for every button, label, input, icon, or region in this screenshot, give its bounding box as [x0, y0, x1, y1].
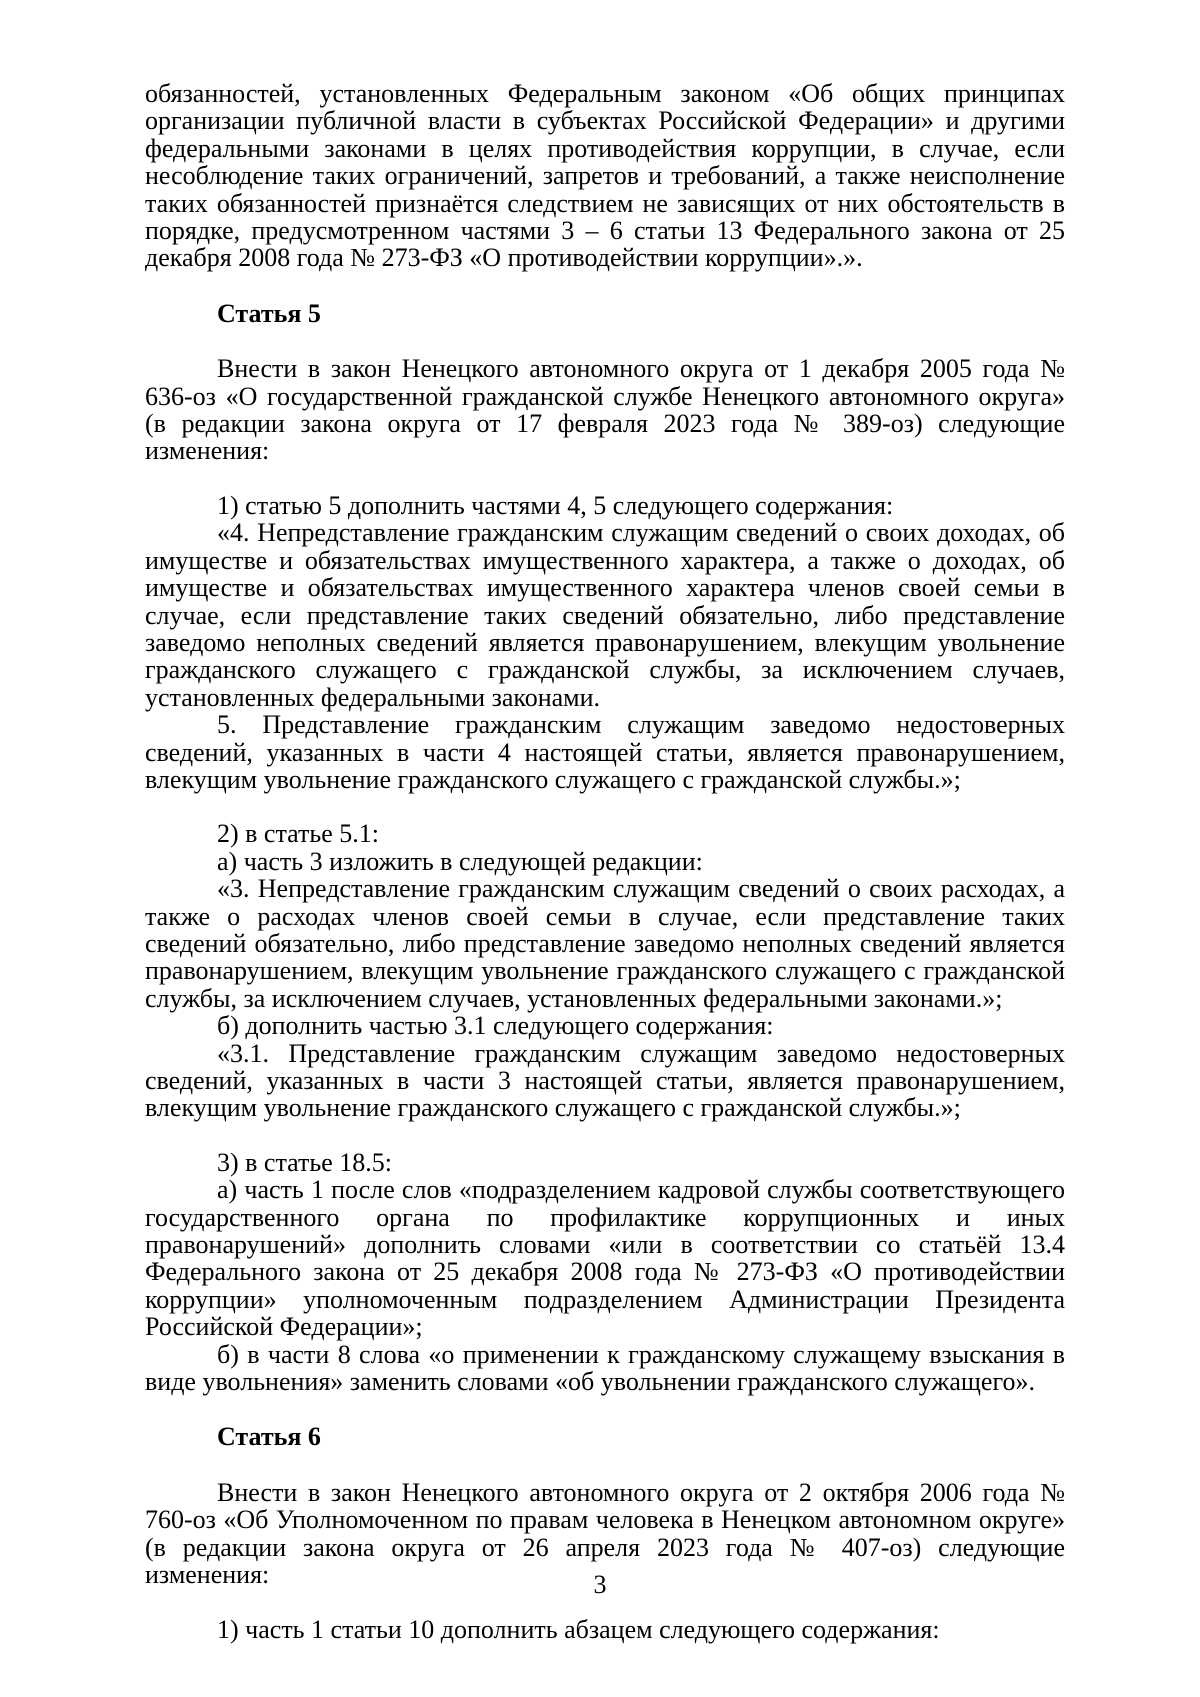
article-5-item-1-part-4: «4. Непредставление гражданским служащим сведений о своих доходах, об имуществе и обязательствах имущественного характера, а также о доходах, об имуществе и обязательствах имущественного характера членов своей семьи в случае, если представление таких сведений обязательно, либо представление заведомо неполных сведений является правонарушением, влекущим увольнение гражданского служащего с гражданской службы, за исключением случаев, установленных федеральными законами.: [145, 518, 1065, 712]
article-5-item-3: 3) в статье 18.5:: [217, 1147, 393, 1177]
spacer: [145, 1122, 1065, 1149]
article-5-item-1-part-5: 5. Представление гражданским служащим заведомо недостоверных сведений, указанных в части 4 настоящей статьи, является правонарушением, влекущим увольнение гражданского служащего с гражданской службы.»;: [145, 710, 1065, 794]
article-6-item-1: 1) часть 1 статьи 10 дополнить абзацем следующего содержания:: [217, 1614, 940, 1644]
article-5-item-2-b-quote: «3.1. Представление гражданским служащим заведомо недостоверных сведений, указанных в части 3 настоящей статьи, является правонарушением, влекущим увольнение гражданского служащего с гражданской службы.»;: [145, 1038, 1065, 1123]
article-5-item-1: 1) статью 5 дополнить частями 4, 5 следующего содержания:: [217, 490, 894, 520]
article-5-item-2-b: б) дополнить частью 3.1 следующего содержания:: [217, 1011, 774, 1041]
document-page: [145, 80, 1065, 1643]
spacer: [145, 1395, 1065, 1423]
article-5-heading: Статья 5: [217, 298, 321, 328]
paragraph-intro: обязанностей, установленных Федеральным законом «Об общих принципах организации публичной власти в субъектах Российской Федерации» и другими федеральными законами в целях противодействия коррупции, в случае, если несоблюдение таких ограничений, запретов и требований, а также неисполнение таких обязанностей признаётся следствием не зависящих от них обстоятельств в порядке, предусмотренном частями 3 – 6 статьи 13 Федерального закона от 25 декабря 2008 года № 273-ФЗ «О противодействии коррупции».».: [145, 79, 1065, 273]
spacer: [145, 1451, 1065, 1479]
spacer: [145, 465, 1065, 492]
article-5-item-2: 2) в статье 5.1:: [217, 819, 380, 849]
article-5-item-3-b: б) в части 8 слова «о применении к гражданскому служащему взыскания в виде увольнения» заменить словами «об увольнении гражданского служащего».: [145, 1339, 1065, 1397]
article-5-item-2-a: а) часть 3 изложить в следующей редакции:: [217, 846, 703, 876]
article-6-intro: Внести в закон Ненецкого автономного округа от 2 октября 2006 года № 760-оз «Об Уполномоченном по правам человека в Ненецком автономном округе» (в редакции закона округа от 26 апреля 2023 года № 407-оз) следующие изменения:: [145, 1477, 1065, 1590]
page-number: 3: [593, 1570, 607, 1599]
spacer: [145, 272, 1065, 300]
article-5-intro: Внести в закон Ненецкого автономного округа от 1 декабря 2005 года № 636-оз «О государственной гражданской службе Ненецкого автономного округа» (в редакции закона округа от 17 февраля 2023 года № 389-оз) следующие изменения:: [145, 354, 1065, 466]
article-6-heading: Статья 6: [217, 1422, 321, 1452]
article-5-item-3-a: а) часть 1 после слов «подразделением кадровой службы соответствующего государственного органа по профилактике коррупционных и иных правонарушений» дополнить словами «или в соответствии со статьёй 13.4 Федерального закона от 25 декабря 2008 года № 273-ФЗ «О противодействии коррупции» уполномоченным подразделением Администрации Президента Российской Федерации»;: [145, 1175, 1065, 1342]
spacer: [145, 327, 1065, 355]
article-5-item-2-a-quote: «3. Непредставление гражданским служащим сведений о своих расходах, а также о расходах членов своей семьи в случае, если представление таких сведений обязательно, либо представление заведомо неполных сведений является правонарушением, влекущим увольнение гражданского служащего с гражданской службы, за исключением случаев, установленных федеральными законами.»;: [145, 874, 1065, 1013]
spacer: [145, 793, 1065, 820]
